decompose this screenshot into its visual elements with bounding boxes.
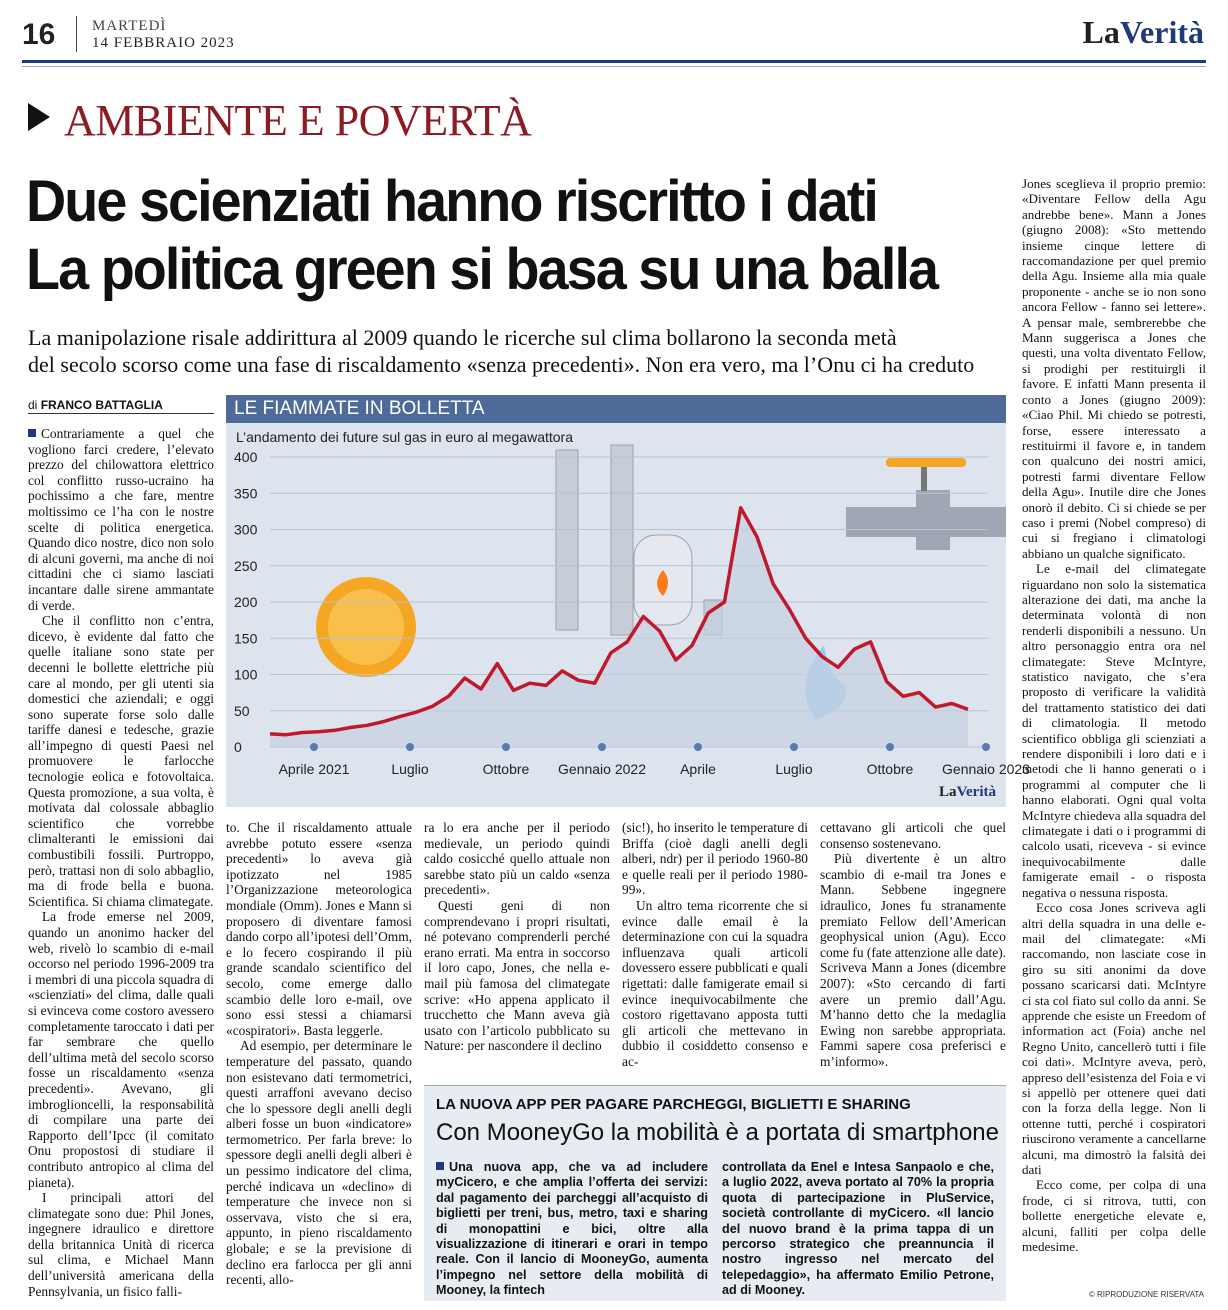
box-column-1: Una nuova app, che va ad includere myCicero, e che amplia l’offerta dei servizi: dal pagamento dei parcheggi all’acquisto di biglietti per treni, bus, metro, taxi e sharing di monopattini e bici, oltre alla visualizzazione di itinerari e orari in tempo reale. Con il lancio di MooneyGo, aumenta l’impegno nel settore della mobilità di Mooney, la fintech — [436, 1160, 708, 1298]
x-tick-marker — [406, 743, 414, 751]
article-column-5: cettavano gli articoli che quel consenso sostenevano. Più divertente è un altro scambio di e-mail tra Jones e Mann. Sebbene ingegnere idraulico, Jones fu stranamente premiato Fellow dell’American geophysical union (Agu). Ecco come fu (fate attenzione alle date). Scriveva Mann a Jones (dicembre 2007): «Sto cercando di farti avere un premio dall’Agu. M’hanno detto che la medaglia Ewing non sarebbe appropriata. Fammi sapere cosa preferisci e m’informo». — [820, 820, 1006, 1069]
subheadline-line-1: La manipolazione risale addirittura al 2009 quando le ricerche sul clima bollarono la seconda metà — [28, 325, 897, 350]
article-column-6: Jones sceglieva il proprio premio: «Diventare Fellow della Agu andrebbe bene». Mann a Jones (giugno 2008): «Sto mettendo insieme cinque lettere di raccomandazione per quel premio della Agu. Insieme alla mia quale proponente - anche se io non sono ancora Fellow - fanno sei lettere». A pensar male, sembrerebbe che Mann suggerisca a Jones che questi, una volta diventato Fellow, si prodighi per restituirgli il favore. E infatti Mann presenta il conto a Jones (giugno 2009): «Ciao Phil. Mi chiedo se potresti, forse, essere interessato a restituirmi il favore e, in tandem con qualcuno dei nostri amici, potresti farmi diventare Fellow della Agu». Inutile dire che Jones onorò il debito. Ci si chiede se per caso i premi (Nobel compreso) di cui si fregiano i climatologi abbiano un qualche significato. Le e-mail del climategate riguardano non solo la sistematica alterazione dei dati, ma anche la determinata volontà di non renderli disponibili a nessuno. Un altro personaggio entra ora nel climategate: Steve McIntyre, statistico navigato, che s’era proposto di verificare la validità del trattamento statistico dei dati di climatologia. Il metodo scientifico obbliga gli scienziati a rendere disponibili i loro dati e i metodi che li hanno generati o i programmi al computer che li hanno elaborati. Ogni qual volta McIntyre chiedeva alla squadra del climategate i dati o i programmi di calcolo usati, riceveva - si evince inequivocabilmente dalle famigerate email - o risposta negativa o nessuna risposta. Ecco cosa Jones scriveva agli altri della squadra in una delle e-mail del climategate: «Mi raccomando, non lasciate cose in giro su siti anonimi da dove possano scaricarsi dati. McIntyre ci sta col fiato sul collo da anni. Se apprende che esiste un Freedom of information act (Foia) anche nel Regno Unito, cancellerò tutti i file coi dati». McIntyre aveva, però, appreso dell’esistenza del Foia e vi si appellò per ottenere quei dati con la forza della legge. Non li ottenne tutti, perché i cospiratori riuscirono veramente a cancellarne alcuni, ma dimostrò la falsità dei dati Ecco come, per colpa di una frode, ci si ritrova, tutti, con bollette energetiche elevate e, alcuni, falliti per colpa delle medesime. — [1022, 176, 1206, 1255]
x-tick-marker — [886, 743, 894, 751]
x-tick-label: Aprile — [680, 761, 716, 777]
x-tick-label: Gennaio 2023 — [942, 761, 1030, 777]
x-tick-label: Gennaio 2022 — [558, 761, 646, 777]
sponsored-box — [424, 1085, 1006, 1301]
x-tick-label: Luglio — [775, 761, 813, 777]
x-tick-label: Ottobre — [866, 761, 914, 777]
x-tick-label: Aprile 2021 — [278, 761, 350, 777]
y-tick-label: 250 — [234, 557, 258, 574]
chart-title: LE FIAMMATE IN BOLLETTA — [226, 395, 1006, 423]
paragraph-marker-icon — [28, 429, 36, 437]
y-tick-label: 100 — [234, 666, 258, 683]
article-column-4: (sic!), ho inserito le temperature di Briffa (cioè dagli anelli degli alberi, ndr) per il periodo 1960-80 e quelle reali per il periodo 1980-99». Un altro tema ricorrente che si evince dalle email è la determinazione con cui la squadra influenzava quali articoli dovessero essere pubblicati e quali rigettati: dalle famigerate email si evince inequivocabilmente che costoro rigettavano apposta tutti gli articoli che mettevano in dubbio il cosiddetto consenso e ac- — [622, 820, 808, 1069]
section-title: AMBIENTE E POVERTÀ — [28, 95, 531, 146]
headline-line-1: Due scienziati hanno riscritto i dati — [26, 169, 877, 234]
y-tick-label: 200 — [234, 594, 258, 610]
header-weekday: MARTEDÌ — [92, 18, 167, 34]
byline-rule — [28, 413, 214, 414]
article-column-2: to. Che il riscaldamento attuale avrebbe potuto essere «senza precedenti» lo aveva già ipotizzato nel 1985 l’Organizzazione meteorologica mondiale (Omm). Jones e Mann si proposero di diventare famosi dando corpo all’ipotesi dell’Omm, e lo fecero cospirando il più grande scandalo scientifico del secolo, come emerge dallo scambio delle loro e-mail, ove sono essi stessi a chiamarsi «cospiratori». Basta leggerle. Ad esempio, per determinare le temperature del passato, quando non esistevano dati termometrici, questi arraffoni avevano deciso che lo spessore degli anelli degli alberi fosse un buon «indicatore» termometrico. Per farla breve: lo spessore degli anelli degli alberi è un pessimo indicatore del clima, perché indicava un «declino» di temperature che invece non si osservava, visto che si era, appunto, in pieno riscaldamento globale; e se la previsione di declino era farlocca per gli anni recenti, allo- — [226, 820, 412, 1288]
gas-plant-icon — [556, 445, 722, 635]
byline: di FRANCO BATTAGLIA — [28, 398, 163, 412]
y-tick-label: 150 — [234, 630, 258, 647]
chart-watermark: LaVerità — [939, 784, 996, 800]
box-column-2: controllata da Enel e Intesa Sanpaolo e che, a luglio 2022, aveva portato al 70% la propria quota di partecipazione in PluService, società controllante di myCicero. «Il lancio del nuovo brand è la prima tappa di un percorso strategico che preannuncia il nostro ingresso nel mercato del telepedaggio», ha affermato Emilio Petrone, ad di Mooney. — [722, 1160, 994, 1298]
x-tick-marker — [598, 743, 606, 751]
header-date: 14 FEBBRAIO 2023 — [92, 35, 235, 51]
y-tick-label: 0 — [234, 739, 242, 755]
box-title: Con MooneyGo la mobilità è a portata di smartphone — [436, 1119, 999, 1146]
gas-price-chart — [226, 395, 1030, 807]
section-arrow-icon — [28, 103, 50, 131]
header-rule-thin — [22, 66, 1206, 67]
y-tick-label: 350 — [234, 485, 258, 502]
article-column-1: Contrariamente a quel che vogliono farci credere, l’elevato prezzo del chilowattora elettrico col conflitto russo-ucraino ha pochissimo a che fare, mentre moltissimo ce l’ha con le nostre scelte di politica energetica. Quando dico nostre, dico non solo di alcuni governi, ma anche di noi cittadini che ci siamo lasciati incantare dalle sirene ammantate di verde. Che il conflitto non c’entra, dicevo, è evidente dal fatto che quelle italiane sono state per decenni le bollette elettriche più care al mondo, per gli utenti sia domestici che aziendali; e oggi sono superate forse solo dalle tariffe danesi e tedesche, grazie all’impegno di questi Paesi nel promuovere le farlocche tecnologie eolica e fotovoltaica. Questa promozione, a sua volta, è motivata dal colossale abbaglio scientifico che vorrebbe climalteranti le emissioni dai combustibili fossili. Purtroppo, però, trattasi non di solo abbaglio, ma di frode bella e buona. Scientifica. Si chiama climategate. La frode emerse nel 2009, quando un anonimo hacker del web, rivelò lo scambio di e-mail occorso nel periodo 1996-2009 tra i membri di una piccola squadra di «scienziati» del clima, dalle quali si evinceva come costoro avessero completamente taroccato i dati per far sembrare che quello dell’ultima metà del secolo scorso fosse un riscaldamento «senza precedenti». Avevano, gli imbroglioncelli, la responsabilità di compilare una parte dei Rapporto dell’Ipcc (il comitato Onu propostosi di studiare il contributo antropico al clima del pianeta). I principali attori del climategate sono due: Phil Jones, ingegnere idraulico e direttore della britannica Unità di ricerca sul clima, e Michael Mann dell’università americana della Pennsylvania, un fisico falli- — [28, 426, 214, 1299]
x-tick-marker — [694, 743, 702, 751]
valve-icon — [846, 458, 1006, 550]
header-divider — [76, 16, 77, 52]
header-rule — [22, 60, 1206, 63]
chart-subtitle: L’andamento dei future sul gas in euro al megawattora — [236, 429, 573, 445]
copyright-notice: © RIPRODUZIONE RISERVATA — [1088, 1290, 1204, 1299]
page-number: 16 — [22, 18, 56, 51]
sun-icon — [316, 577, 416, 677]
y-tick-label: 400 — [234, 449, 258, 465]
article-column-3: ra lo era anche per il periodo medievale, un periodo quindi caldo cosicché quello attuale non sarebbe stato più un caldo «senza precedenti». Questi geni di non comprendevano i propri risultati, né potevano comprenderli perché erano errati. Ma entra in soccorso il loro capo, Jones, che nella e-mail più famosa del climategate scrive: «Ho appena applicato il trucchetto che Mann aveva già usato con l’articolo pubblicato su Nature: per nascondere il declino — [424, 820, 610, 1054]
x-tick-label: Ottobre — [482, 761, 530, 777]
x-tick-marker — [790, 743, 798, 751]
y-tick-label: 50 — [234, 702, 250, 719]
chart-plot — [226, 395, 1030, 807]
byline-author: FRANCO BATTAGLIA — [40, 398, 163, 412]
headline-line-2: La politica green si basa su una balla — [26, 237, 938, 302]
box-kicker: LA NUOVA APP PER PAGARE PARCHEGGI, BIGLIETTI E SHARING — [436, 1096, 911, 1113]
x-tick-marker — [310, 743, 318, 751]
paragraph-marker-icon — [436, 1162, 444, 1170]
y-tick-label: 300 — [234, 521, 258, 538]
x-tick-marker — [982, 743, 990, 751]
subheadline-line-2: del secolo scorso come una fase di riscaldamento «senza precedenti». Non era vero, ma l’Onu ci ha creduto — [28, 352, 975, 377]
x-tick-label: Luglio — [391, 761, 429, 777]
x-tick-marker — [502, 743, 510, 751]
newspaper-logo: LaVerità — [1082, 14, 1204, 50]
